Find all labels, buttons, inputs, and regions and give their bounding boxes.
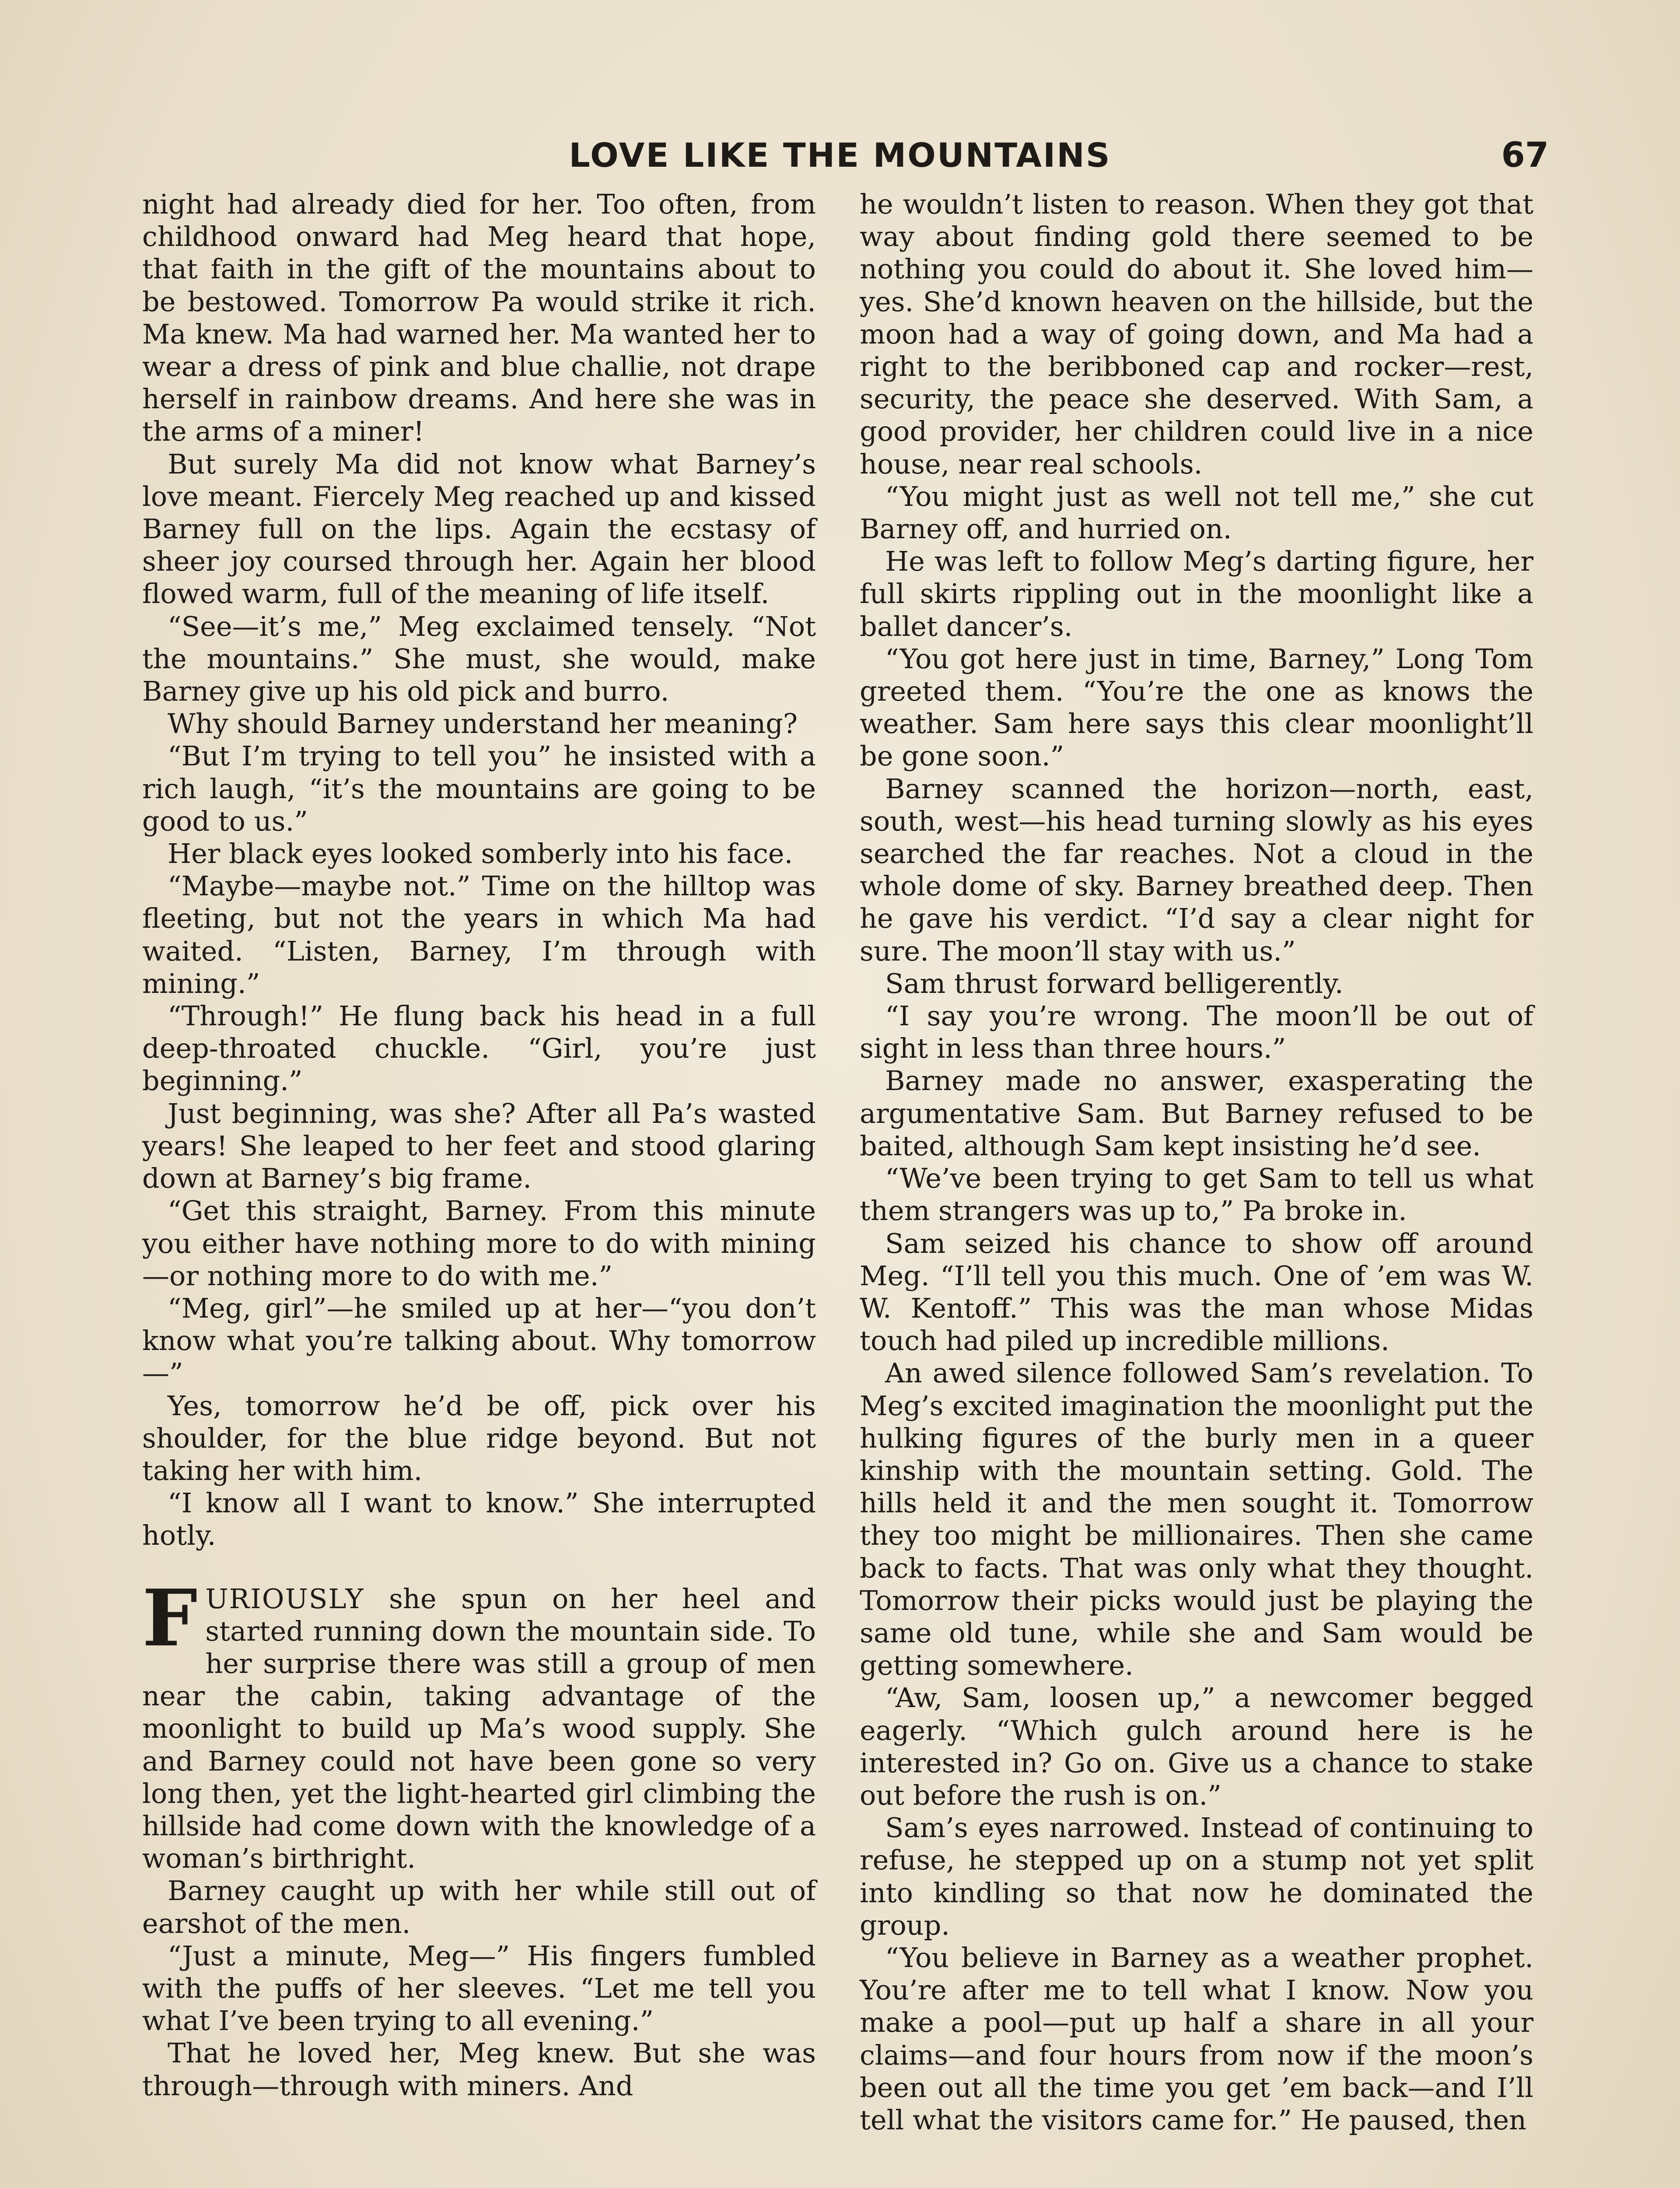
paragraph: An awed silence followed Sam’s revelation. To Meg’s excited imagination the moonlight put the hulking figures of the burly men in a queer kinship with the mountain setting. Gold. The hills held it and the men sought it. Tomorrow they too might be millionaires. Then she came back to facts. That was only what they thought. Tomorrow their picks would just be playing the same old tune, while she and Sam would be getting somewhere. bbox=[860, 1357, 1533, 1682]
paragraph: “Through!” He flung back his head in a full deep-throated chuckle. “Girl, you’re just beginning.” bbox=[142, 1000, 816, 1097]
paragraph: “But I’m trying to tell you” he insisted with a rich laugh, “it’s the mountains are going to be good to us.” bbox=[142, 740, 816, 837]
drop-cap: F bbox=[142, 1572, 198, 1664]
paragraph: He was left to follow Meg’s darting figure, her full skirts rippling out in the moonlight like a ballet dancer’s. bbox=[860, 545, 1533, 642]
page-header bbox=[131, 131, 1549, 184]
paragraph: Her black eyes looked somberly into his face. bbox=[168, 838, 793, 870]
paragraph: “Maybe—maybe not.” Time on the hilltop was fleeting, but not the years in which Ma had waited. “Listen, Barney, I’m through with mining.” bbox=[142, 870, 816, 999]
paragraph: Barney made no answer, exasperating the argumentative Sam. But Barney refused to be baited, although Sam kept insisting he’d see. bbox=[860, 1065, 1533, 1162]
paragraph: That he loved her, Meg knew. But she was through—through with miners. And bbox=[142, 2037, 816, 2102]
paragraph: Sam’s eyes narrowed. Instead of continuing to refuse, he stepped up on a stump not yet split into kindling so that now he dominated the group. bbox=[860, 1812, 1533, 1941]
paragraph: “See—it’s me,” Meg exclaimed tensely. “Not the mountains.” She must, she would, make Barney give up his old pick and burro. bbox=[142, 610, 816, 708]
paragraph: “You got here just in time, Barney,” Long Tom greeted them. “You’re the one as knows the weather. Sam here says this clear moonlight’ll be gone soon.” bbox=[860, 642, 1533, 772]
paragraph: “I say you’re wrong. The moon’ll be out of sight in less than three hours.” bbox=[860, 1000, 1533, 1065]
paragraph: Sam seized his chance to show off around Meg. “I’ll tell you this much. One of ’em was W. W. Kentoff.” This was the man whose Midas touch had piled up incredible millions. bbox=[860, 1227, 1533, 1357]
page-number: 67 bbox=[1501, 136, 1549, 175]
paragraph: “I know all I want to know.” She interrupted hotly. bbox=[142, 1487, 816, 1552]
paragraph: “You believe in Barney as a weather prophet. You’re after me to tell what I know. Now you make a pool—put up half a share in all your claims—and four hours from now if the moon’s been out all the time you get ’em back—and I’ll tell what the visitors came for.” He paused, then bbox=[860, 1941, 1533, 2136]
paragraph: But surely Ma did not know what Barney’s love meant. Fiercely Meg reached up and kissed Barney full on the lips. Again the ecstasy of sheer joy coursed through her. Again her blood flowed warm, full of the meaning of life itself. bbox=[142, 448, 816, 610]
paragraph: Sam thrust forward belligerently. bbox=[885, 967, 1344, 999]
paragraph: “Meg, girl”—he smiled up at her—“you don’t know what you’re talking about. Why tomorrow—” bbox=[142, 1292, 816, 1389]
section-opening-paragraph bbox=[142, 1572, 816, 1875]
paragraph: “Just a minute, Meg—” His fingers fumbled with the puffs of her sleeves. “Let me tell you what I’ve been trying to all evening.” bbox=[142, 1939, 816, 2037]
paragraph: “You might just as well not tell me,” she cut Barney off, and hurried on. bbox=[860, 480, 1533, 545]
paragraph: “Aw, Sam, loosen up,” a newcomer begged eagerly. “Which gulch around here is he interested in? Go on. Give us a chance to stake out before the rush is on.” bbox=[860, 1682, 1533, 1811]
paragraph: he wouldn’t listen to reason. When they got that way about finding gold there seemed to be nothing you could do about it. She loved him—yes. She’d known heaven on the hillside, but the moon had a way of going down, and Ma had a right to the beribboned cap and rocker—rest, security, the peace she deserved. With Sam, a good provider, her children could live in a nice house, near real schools. bbox=[860, 188, 1533, 480]
running-title: LOVE LIKE THE MOUNTAINS bbox=[569, 136, 1111, 175]
paragraph: Just beginning, was she? After all Pa’s wasted years! She leaped to her feet and stood glaring down at Barney’s big frame. bbox=[142, 1097, 816, 1195]
left-column bbox=[142, 188, 816, 2102]
right-column bbox=[860, 188, 1533, 2136]
paragraph: Barney scanned the horizon—north, east, south, west—his head turning slowly as his eyes searched the far reaches. Not a cloud in the whole dome of sky. Barney breathed deep. Then he gave his verdict. “I’d say a clear night for sure. The moon’ll stay with us.” bbox=[860, 772, 1533, 967]
paragraph: Why should Barney understand her meaning? bbox=[168, 708, 798, 740]
paragraph: “We’ve been trying to get Sam to tell us what them strangers was up to,” Pa broke in. bbox=[860, 1162, 1533, 1227]
section-opening-text: she spun on her heel and started running down the mountain side. To her surprise there was still a group of men near the cabin, taking advantage of the moonlight to build up Ma’s wood supply. She and Barney could not have been gone so very long then, yet the light-hearted girl climbing the hillside had come down with the knowledge of a woman’s birthright. bbox=[142, 1582, 816, 1875]
paragraph: Yes, tomorrow he’d be off, pick over his shoulder, for the blue ridge beyond. But not taking her with him. bbox=[142, 1389, 816, 1487]
paragraph: “Get this straight, Barney. From this minute you either have nothing more to do with mining—or nothing more to do with me.” bbox=[142, 1195, 816, 1292]
paragraph: night had already died for her. Too often, from childhood onward had Meg heard that hope, that faith in the gift of the mountains about to be bestowed. Tomorrow Pa would strike it rich. Ma knew. Ma had warned her. Ma wanted her to wear a dress of pink and blue challie, not drape herself in rainbow dreams. And here she was in the arms of a miner! bbox=[142, 188, 816, 448]
paragraph: Barney caught up with her while still out of earshot of the men. bbox=[142, 1875, 816, 1939]
small-caps-lead: URIOUSLY bbox=[205, 1582, 364, 1615]
